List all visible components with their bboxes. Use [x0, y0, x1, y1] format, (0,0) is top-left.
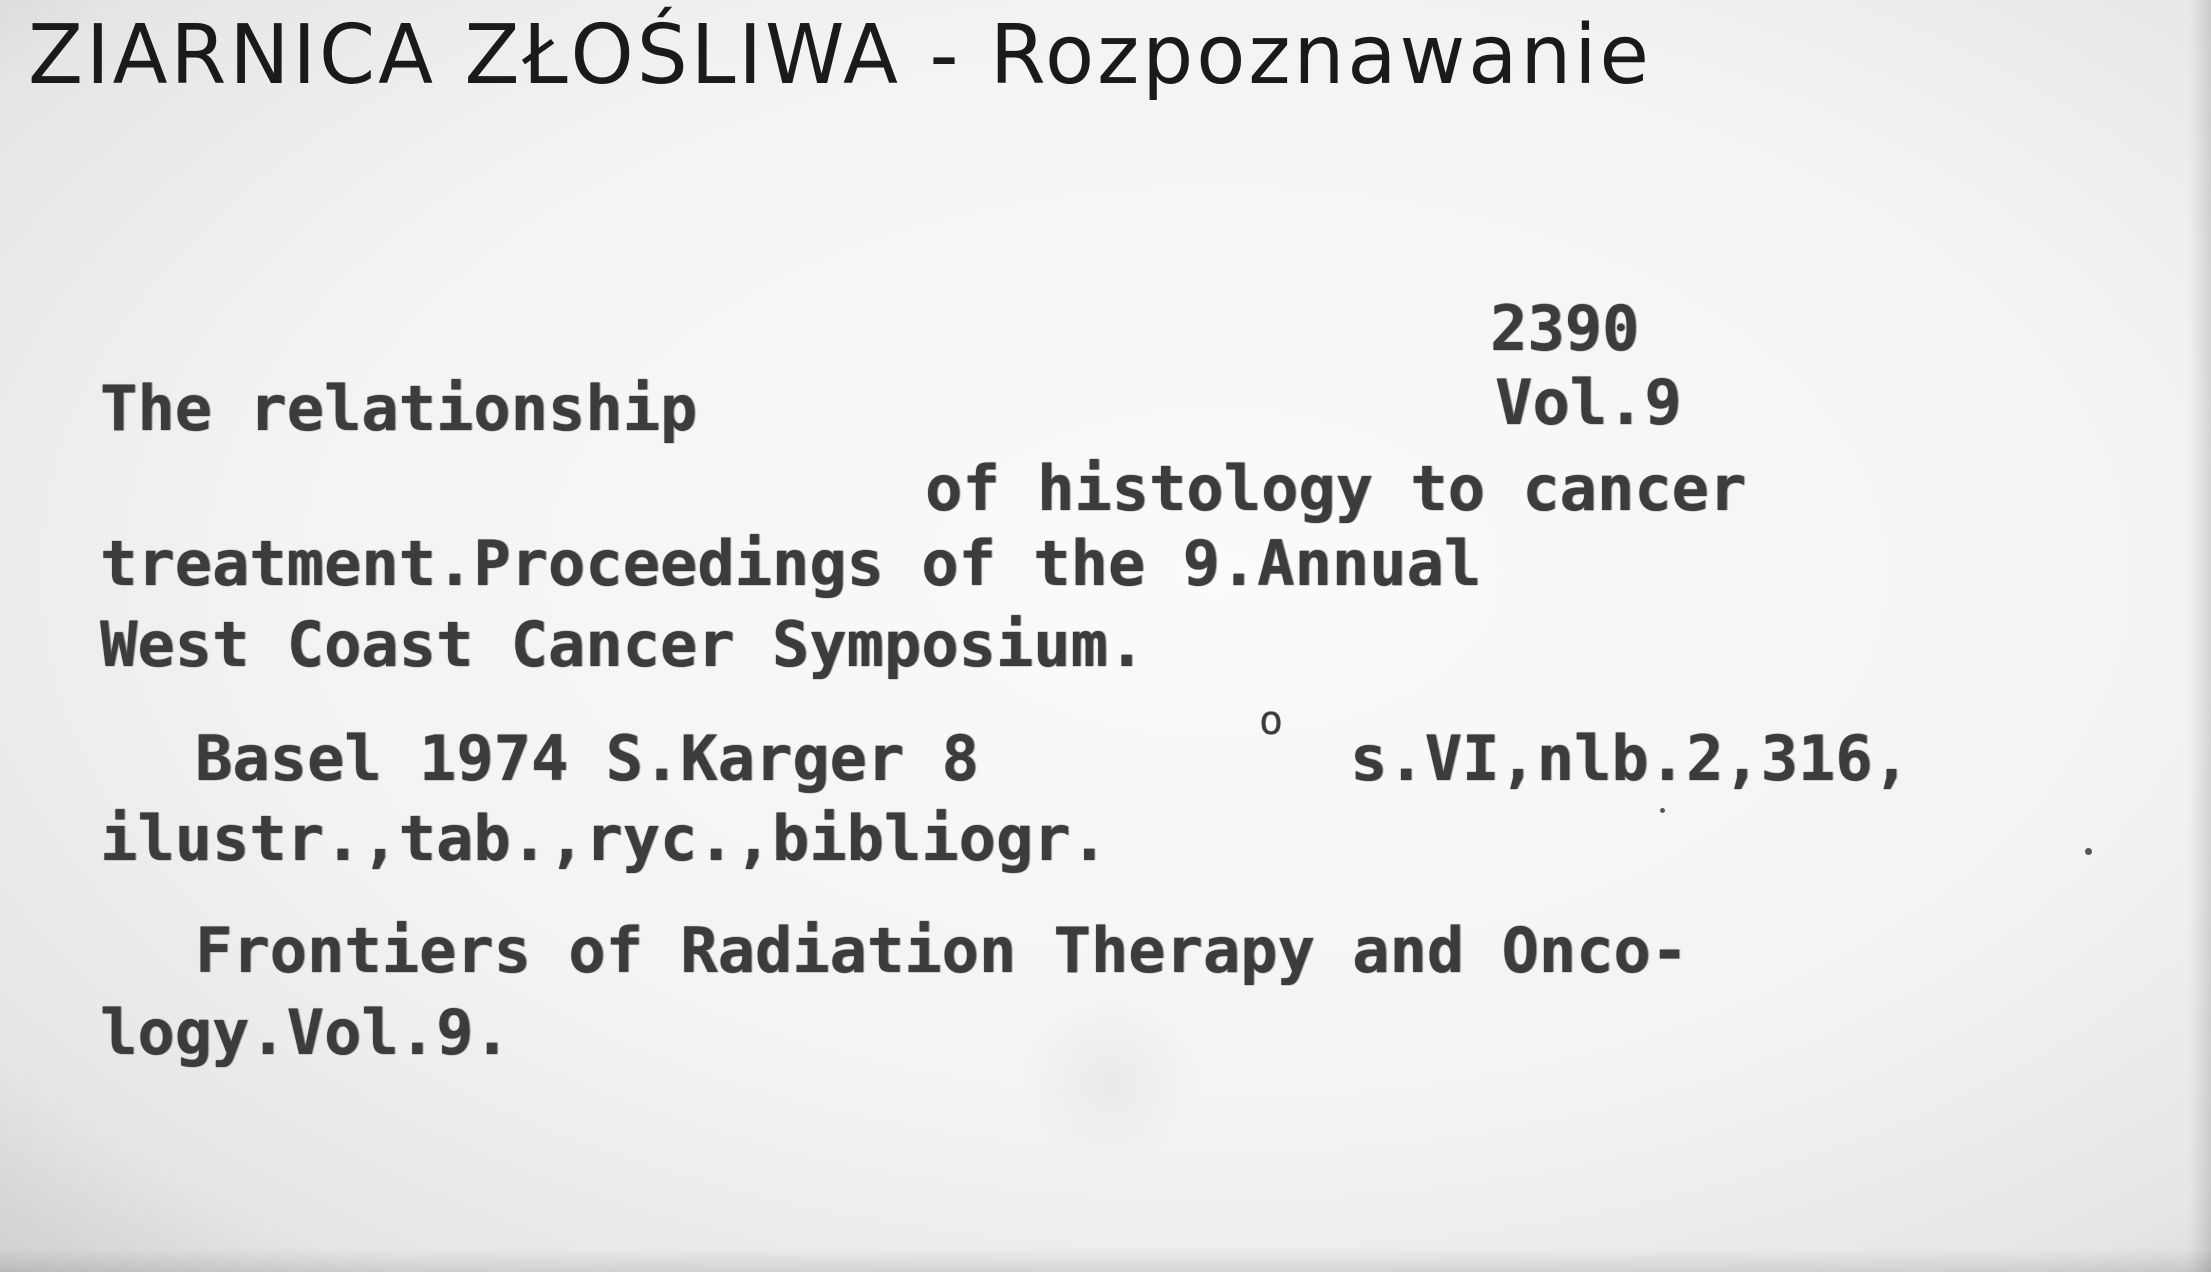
series-line-2: logy.Vol.9.	[100, 996, 511, 1069]
card-edge-shadow	[2189, 0, 2211, 1272]
illustrations-line: ilustr.,tab.,ryc.,bibliogr.	[100, 802, 1108, 875]
subject-heading: ZIARNICA ZŁOŚLIWA - Rozpoznawanie	[28, 8, 1652, 103]
ink-speck	[1660, 808, 1665, 813]
title-line-2: of histology to cancer	[925, 452, 1747, 525]
imprint-line: Basel 1974 S.Karger 8	[195, 722, 979, 795]
catalog-number: 2390	[1490, 292, 1640, 365]
paper-smudge	[1010, 1000, 1210, 1160]
format-superscript: o	[1259, 698, 1284, 744]
volume-label: Vol.9	[1495, 366, 1682, 439]
title-line-1: The relationship	[100, 372, 698, 445]
title-line-3: treatment.Proceedings of the 9.Annual	[100, 527, 1482, 600]
series-line-1: Frontiers of Radiation Therapy and Onco-	[195, 914, 1689, 987]
title-line-4: West Coast Cancer Symposium.	[100, 608, 1146, 681]
card-edge-shadow	[0, 1248, 2211, 1272]
ink-speck	[2085, 848, 2092, 855]
collation-line: s.VI,nlb.2,316,	[1350, 722, 1910, 795]
